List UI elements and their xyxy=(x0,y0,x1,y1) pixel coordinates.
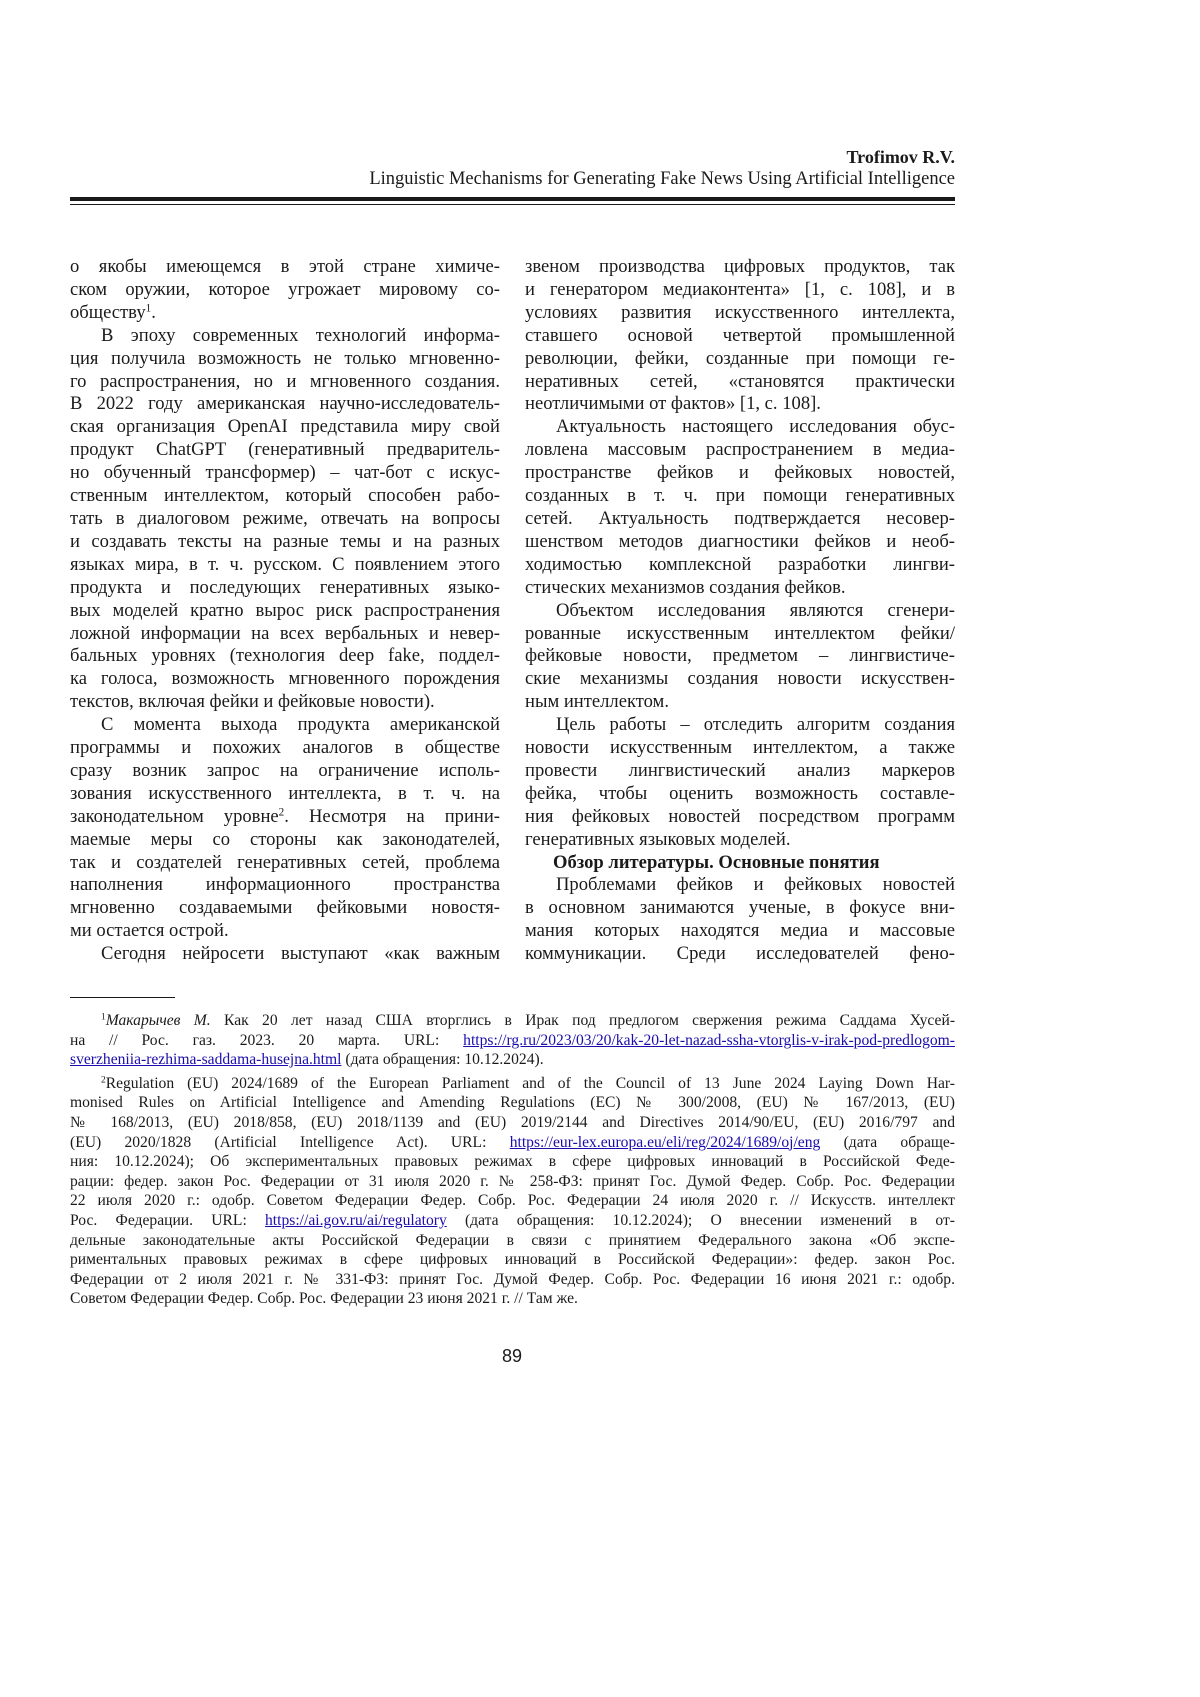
text-line xyxy=(525,302,955,325)
text-line xyxy=(70,1031,955,1051)
text-span: неративных сетей, «становятся практически xyxy=(525,371,955,392)
text-line xyxy=(70,279,500,302)
text-line xyxy=(70,1074,955,1094)
text-line xyxy=(525,623,955,646)
footnote-separator xyxy=(70,997,175,998)
text-span: Обзор литературы. Основные понятия xyxy=(553,852,880,873)
text-line xyxy=(70,1270,955,1290)
text-span: ка голоса, возможность мгновенного порождения xyxy=(70,668,500,689)
text-line xyxy=(70,943,500,966)
text-line xyxy=(525,554,955,577)
text-line xyxy=(525,760,955,783)
text-span: шенством методов диагностики фейков и необ- xyxy=(525,531,955,552)
text-span: неотличимыми от фактов» [1, с. 108]. xyxy=(525,393,821,414)
text-span: . Несмотря на прини- xyxy=(284,806,500,827)
text-span: рации: федер. закон Рос. Федерации от 31 июля 2020 г. № 258-ФЗ: принят Гос. Думой Федер. Собр. Рос. Федерации xyxy=(70,1173,955,1190)
text-line xyxy=(70,1113,955,1133)
text-line xyxy=(70,531,500,554)
text-span: наполнения информационного пространства xyxy=(70,874,500,895)
running-header xyxy=(70,146,955,191)
text-span: в основном занимаются ученые, в фокусе вни- xyxy=(525,897,955,918)
text-span: коммуникации. Среди исследователей фено- xyxy=(525,943,955,964)
text-span: ния: 10.12.2024); Об экспериментальных правовых режимах в сфере цифровых инноваций в Российской Феде- xyxy=(70,1153,955,1170)
footnote-marker: 1 xyxy=(146,302,152,314)
text-span: Объектом исследования являются сгенери- xyxy=(556,600,955,621)
text-line xyxy=(525,416,955,439)
text-line xyxy=(70,1250,955,1270)
text-span: бальных уровнях (технология deep fake, поддел- xyxy=(70,645,500,666)
text-line xyxy=(70,508,500,531)
author-name: Макарычев М. xyxy=(106,1012,211,1029)
text-span: Цель работы – отследить алгоритм создания xyxy=(556,714,955,735)
text-span: (EU) 2020/1828 (Artificial Intelligence Act). URL: xyxy=(70,1134,510,1151)
text-span: ловлена массовым распространением в медиа- xyxy=(525,439,955,460)
section-heading xyxy=(525,852,955,875)
text-span: риментальных правовых режимах в сфере цифровых инноваций в Российской Федерации»: федер. закон Рос. xyxy=(70,1251,955,1268)
text-span: и создавать тексты на разные темы и на разных xyxy=(70,531,500,552)
text-span: ская организация OpenAI представила миру свой xyxy=(70,416,500,437)
header-rule-thin xyxy=(70,204,955,205)
text-span: так и создателей генеративных сетей, проблема xyxy=(70,852,500,873)
text-line xyxy=(70,439,500,462)
text-line xyxy=(525,439,955,462)
footnote xyxy=(70,1074,955,1309)
text-span: провести лингвистический анализ маркеров xyxy=(525,760,955,781)
text-line xyxy=(70,714,500,737)
text-line xyxy=(70,806,500,829)
text-line xyxy=(525,325,955,348)
text-span: зования искусственного интеллекта, в т. ч. на xyxy=(70,783,500,804)
text-span: фейковые новости, предметом – лингвистиче- xyxy=(525,645,955,666)
text-span: законодательном уровне xyxy=(70,806,279,827)
text-line xyxy=(70,393,500,416)
text-span: Федерации от 2 июля 2021 г. № 331-ФЗ: принят Гос. Думой Федер. Собр. Рос. Федерации 16 июня 2021 г.: одобр. xyxy=(70,1271,955,1288)
text-line xyxy=(70,874,500,897)
text-span: ми остается острой. xyxy=(70,920,229,941)
text-span: звеном производства цифровых продуктов, так xyxy=(525,256,955,277)
text-line xyxy=(525,600,955,623)
text-span: ском оружии, которое угрожает мировому со- xyxy=(70,279,500,300)
text-line xyxy=(525,577,955,600)
reference-link[interactable]: https://rg.ru/2023/03/20/kak-20-let-nazad-ssha-vtorglis-v-irak-pod-predlogom- xyxy=(463,1032,955,1049)
text-span: ственным интеллектом, который способен рабо- xyxy=(70,485,500,506)
text-span: ния фейковых новостей посредством программ xyxy=(525,806,955,827)
text-line xyxy=(70,1211,955,1231)
header-author: Trofimov R.V. xyxy=(70,146,955,168)
header-rule-thick xyxy=(70,197,955,201)
text-line xyxy=(70,348,500,371)
text-line xyxy=(70,645,500,668)
text-span: мания которых находятся медиа и массовые xyxy=(525,920,955,941)
text-span: программы и похожих аналогов в обществе xyxy=(70,737,500,758)
text-span: фейка, чтобы оценить возможность составле- xyxy=(525,783,955,804)
footnotes xyxy=(70,1011,955,1313)
text-line xyxy=(525,829,955,852)
text-line xyxy=(70,737,500,760)
text-span: В 2022 году американская научно-исследователь- xyxy=(70,393,500,414)
text-span: ставшего основой четвертой промышленной xyxy=(525,325,955,346)
text-line xyxy=(525,920,955,943)
text-line xyxy=(70,554,500,577)
text-line xyxy=(70,1093,955,1113)
text-line xyxy=(70,1152,955,1172)
text-line xyxy=(70,623,500,646)
text-line xyxy=(525,897,955,920)
text-line xyxy=(70,325,500,348)
text-span: го распространения, но и мгновенного создания. xyxy=(70,371,500,392)
text-line xyxy=(525,279,955,302)
text-line xyxy=(525,462,955,485)
header-article-title: Linguistic Mechanisms for Generating Fake News Using Artificial Intelligence xyxy=(70,168,955,191)
text-line xyxy=(525,256,955,279)
page-number: 89 xyxy=(0,1346,1024,1367)
text-span: пространстве фейков и фейковых новостей, xyxy=(525,462,955,483)
text-span: сразу возник запрос на ограничение исполь- xyxy=(70,760,500,781)
text-line xyxy=(525,806,955,829)
text-line xyxy=(70,600,500,623)
text-span: ложной информации на всех вербальных и невер- xyxy=(70,623,500,644)
text-span: . xyxy=(151,302,156,323)
text-line xyxy=(525,783,955,806)
footnote-marker: 2 xyxy=(101,1075,106,1085)
text-line xyxy=(525,645,955,668)
text-span: 22 июля 2020 г.: одобр. Советом Федерации Федер. Собр. Рос. Федерации 24 июля 2020 г. // Искусств. интеллект xyxy=(70,1192,955,1209)
text-line xyxy=(525,691,955,714)
text-span: Актуальность настоящего исследования обус- xyxy=(556,416,955,437)
text-line xyxy=(70,577,500,600)
text-span: генеративных языковых моделей. xyxy=(525,829,791,850)
text-line xyxy=(70,1191,955,1211)
text-span: ным интеллектом. xyxy=(525,691,669,712)
text-span: monised Rules on Artificial Intelligence and Amending Regulations (EC) № 300/2008, (EU) № 167/2013, (EU) xyxy=(70,1094,955,1111)
text-span: (дата обраще- xyxy=(820,1134,955,1151)
text-span: Как 20 лет назад США вторглись в Ирак под предлогом свержения режима Саддама Хусей- xyxy=(211,1012,955,1029)
text-span: тать в диалоговом режиме, отвечать на вопросы xyxy=(70,508,500,529)
text-line xyxy=(525,943,955,966)
text-line xyxy=(525,348,955,371)
text-line xyxy=(70,760,500,783)
text-line xyxy=(70,371,500,394)
text-line xyxy=(525,874,955,897)
text-line xyxy=(525,531,955,554)
text-span: дельные законодательные акты Российской Федерации в связи с принятием Федерального закона «Об экспе- xyxy=(70,1232,955,1249)
text-span: Рос. Федерации. URL: xyxy=(70,1212,265,1229)
text-line xyxy=(70,783,500,806)
text-span: Советом Федерации Федер. Собр. Рос. Федерации 23 июня 2021 г. // Там же. xyxy=(70,1290,578,1307)
text-span: С момента выхода продукта американской xyxy=(101,714,500,735)
text-line xyxy=(70,920,500,943)
text-line xyxy=(70,485,500,508)
text-span: ские механизмы создания новости искусствен- xyxy=(525,668,955,689)
text-line xyxy=(525,508,955,531)
text-span: рованные искусственным интеллектом фейки/ xyxy=(525,623,955,644)
text-span: но обученный трансформер) – чат-бот с искус- xyxy=(70,462,500,483)
text-line xyxy=(70,1050,955,1070)
text-line xyxy=(70,1172,955,1192)
text-span: ция получила возможность не только мгновенно- xyxy=(70,348,500,369)
text-line xyxy=(70,897,500,920)
text-line xyxy=(525,485,955,508)
text-span: ходимостью комплексной разработки лингви- xyxy=(525,554,955,575)
text-span: созданных в т. ч. при помощи генеративных xyxy=(525,485,955,506)
text-span: (дата обращения: 10.12.2024); О внесении изменений в от- xyxy=(447,1212,955,1229)
text-line xyxy=(70,1011,955,1031)
text-span: текстов, включая фейки и фейковые новости). xyxy=(70,691,435,712)
right-column xyxy=(525,256,955,966)
text-span: мгновенно создаваемыми фейковыми новостя- xyxy=(70,897,500,918)
text-line xyxy=(70,416,500,439)
text-span: о якобы имеющемся в этой стране химиче- xyxy=(70,256,500,277)
text-line xyxy=(70,302,500,325)
text-line xyxy=(525,737,955,760)
reference-link[interactable]: https://ai.gov.ru/ai/regulatory xyxy=(265,1212,447,1229)
text-span: вых моделей кратно вырос риск распространения xyxy=(70,600,500,621)
text-span: (дата обращения: 10.12.2024). xyxy=(341,1051,543,1068)
text-span: сетей. Актуальность подтверждается несовер- xyxy=(525,508,955,529)
text-span: продукт ChatGPT (генеративный предваритель- xyxy=(70,439,500,460)
text-line xyxy=(70,668,500,691)
text-span: и генератором медиаконтента» [1, с. 108], и в xyxy=(525,279,955,300)
text-line xyxy=(525,393,955,416)
footnote-marker: 1 xyxy=(101,1012,106,1022)
left-column xyxy=(70,256,500,966)
text-span: Проблемами фейков и фейковых новостей xyxy=(556,874,955,895)
text-span: продукта и последующих генеративных языко- xyxy=(70,577,500,598)
text-span: стических механизмов создания фейков. xyxy=(525,577,846,598)
text-span: новости искусственным интеллектом, а также xyxy=(525,737,955,758)
reference-link[interactable]: sverzheniia-rezhima-saddama-husejna.html xyxy=(70,1051,341,1068)
text-line xyxy=(70,829,500,852)
reference-link[interactable]: https://eur-lex.europa.eu/eli/reg/2024/1689/oj/eng xyxy=(510,1134,821,1151)
text-span: на // Рос. газ. 2023. 20 марта. URL: xyxy=(70,1032,463,1049)
text-span: Regulation (EU) 2024/1689 of the European Parliament and of the Council of 13 June 2024 Laying Down Har- xyxy=(106,1075,955,1092)
text-line xyxy=(70,852,500,875)
text-line xyxy=(70,462,500,485)
text-span: № 168/2013, (EU) 2018/858, (EU) 2018/1139 and (EU) 2019/2144 and Directives 2014/90/EU, (EU) 2016/797 and xyxy=(70,1114,955,1131)
text-line xyxy=(525,371,955,394)
text-span: революции, фейки, созданные при помощи ге- xyxy=(525,348,955,369)
text-span: В эпоху современных технологий информа- xyxy=(101,325,500,346)
text-line xyxy=(70,691,500,714)
text-span: маемые меры со стороны как законодателей, xyxy=(70,829,500,850)
text-line xyxy=(70,1133,955,1153)
text-line xyxy=(525,714,955,737)
text-line xyxy=(525,668,955,691)
text-line xyxy=(70,1289,955,1309)
text-span: языках мира, в т. ч. русском. С появлением этого xyxy=(70,554,500,575)
text-line xyxy=(70,256,500,279)
text-span: Сегодня нейросети выступают «как важным xyxy=(101,943,500,964)
footnote-marker: 2 xyxy=(279,806,285,818)
footnote xyxy=(70,1011,955,1070)
text-span: условиях развития искусственного интеллекта, xyxy=(525,302,955,323)
text-span: обществу xyxy=(70,302,146,323)
text-line xyxy=(70,1231,955,1251)
